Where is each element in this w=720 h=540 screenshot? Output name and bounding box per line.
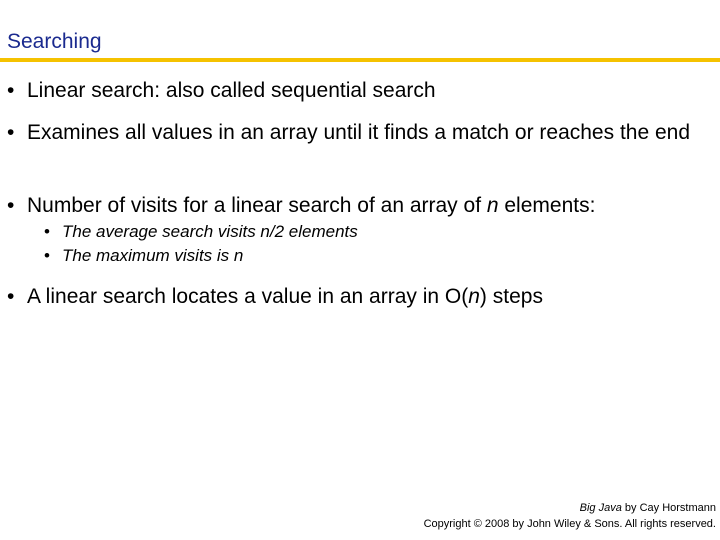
bullet-dot: • bbox=[7, 121, 15, 144]
bullet-text-suffix: elements: bbox=[498, 194, 596, 217]
title-underline bbox=[0, 58, 720, 62]
bullet-text-prefix: A linear search locates a value in an array in O( bbox=[27, 285, 469, 308]
book-author: by Cay Horstmann bbox=[621, 502, 716, 514]
book-title: Big Java bbox=[579, 502, 622, 514]
sub-bullet-text: The average search visits n/2 elements bbox=[62, 222, 358, 241]
sub-bullet-dot: • bbox=[44, 222, 50, 241]
footer-copyright: Copyright © 2008 by John Wiley & Sons. All rights reserved. bbox=[423, 518, 716, 530]
bullet-text-suffix: ) steps bbox=[479, 285, 543, 308]
bullet-text bbox=[27, 191, 707, 221]
variable-n: n bbox=[468, 285, 480, 308]
sub-bullet-average bbox=[44, 221, 684, 243]
bullet-dot: • bbox=[7, 79, 15, 102]
bullet-examines-values bbox=[7, 118, 707, 148]
bullet-linear-search bbox=[7, 76, 707, 106]
bullet-dot: • bbox=[7, 285, 15, 308]
bullet-text-prefix: Number of visits for a linear search of an array of bbox=[27, 194, 487, 217]
bullet-big-o bbox=[7, 282, 707, 312]
sub-bullet-text: The maximum visits is n bbox=[62, 246, 244, 265]
sub-bullet-maximum bbox=[44, 245, 684, 267]
bullet-text bbox=[27, 282, 707, 312]
variable-n: n bbox=[486, 194, 499, 217]
sub-bullet-dot: • bbox=[44, 246, 50, 265]
footer bbox=[424, 500, 716, 532]
bullet-text: Examines all values in an array until it finds a match or reaches the end bbox=[27, 121, 691, 144]
bullet-dot: • bbox=[7, 194, 15, 217]
bullet-number-of-visits bbox=[7, 191, 707, 221]
slide-title: Searching bbox=[7, 30, 102, 53]
footer-credit bbox=[424, 500, 716, 516]
bullet-text: Linear search: also called sequential search bbox=[27, 79, 436, 102]
